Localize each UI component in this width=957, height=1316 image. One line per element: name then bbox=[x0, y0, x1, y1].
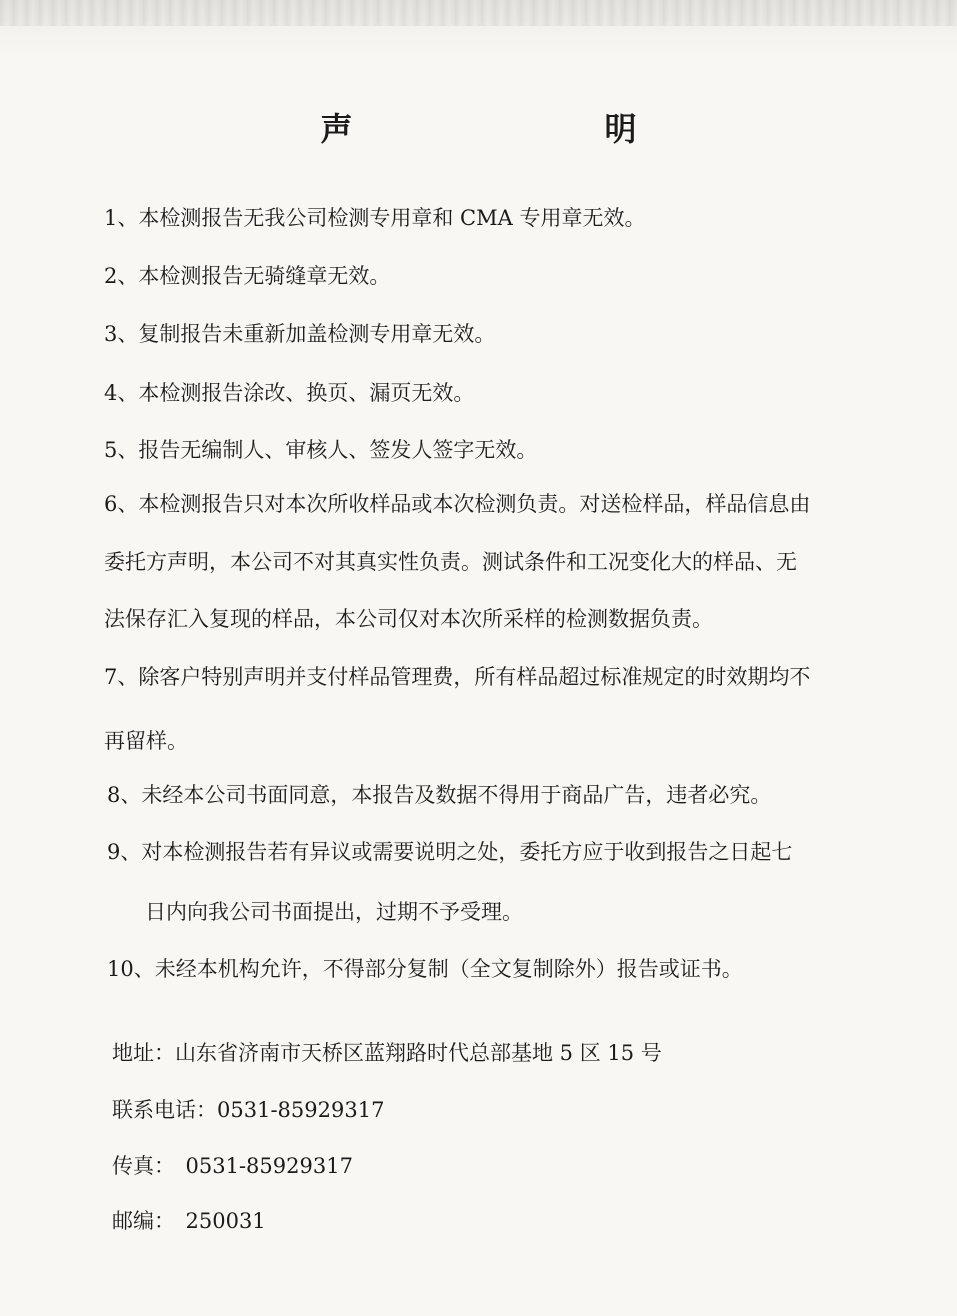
contact-address: 地址：山东省济南市天桥区蓝翔路时代总部基地 5 区 15 号 bbox=[112, 1041, 662, 1065]
clause-7-line-2: 再留样。 bbox=[104, 729, 188, 753]
clause-3: 3、复制报告未重新加盖检测专用章无效。 bbox=[104, 322, 496, 346]
clause-4: 4、本检测报告涂改、换页、漏页无效。 bbox=[104, 381, 475, 405]
clause-9-line-2: 日内向我公司书面提出，过期不予受理。 bbox=[145, 900, 523, 924]
contact-phone: 联系电话：0531-85929317 bbox=[112, 1098, 385, 1122]
scan-edge bbox=[0, 0, 957, 26]
clause-7-line-1: 7、除客户特别声明并支付样品管理费，所有样品超过标准规定的时效期均不 bbox=[104, 665, 811, 689]
clause-6-line-1: 6、本检测报告只对本次所收样品或本次检测负责。对送检样品，样品信息由 bbox=[104, 492, 811, 516]
page-title: 声 明 bbox=[320, 110, 747, 148]
clause-6-line-3: 法保存汇入复现的样品，本公司仅对本次所采样的检测数据负责。 bbox=[104, 607, 713, 631]
clause-8: 8、未经本公司书面同意，本报告及数据不得用于商品广告，违者必究。 bbox=[107, 783, 772, 807]
clause-6-line-2: 委托方声明，本公司不对其真实性负责。测试条件和工况变化大的样品、无 bbox=[104, 550, 797, 574]
clause-10: 10、未经本机构允许，不得部分复制（全文复制除外）报告或证书。 bbox=[107, 957, 743, 981]
contact-fax: 传真： 0531-85929317 bbox=[112, 1154, 353, 1178]
contact-postcode: 邮编： 250031 bbox=[112, 1209, 266, 1233]
clause-1: 1、本检测报告无我公司检测专用章和 CMA 专用章无效。 bbox=[104, 206, 646, 230]
clause-5: 5、报告无编制人、审核人、签发人签字无效。 bbox=[104, 438, 538, 462]
clause-2: 2、本检测报告无骑缝章无效。 bbox=[104, 264, 391, 288]
clause-9-line-1: 9、对本检测报告若有异议或需要说明之处，委托方应于收到报告之日起七 bbox=[107, 840, 793, 864]
